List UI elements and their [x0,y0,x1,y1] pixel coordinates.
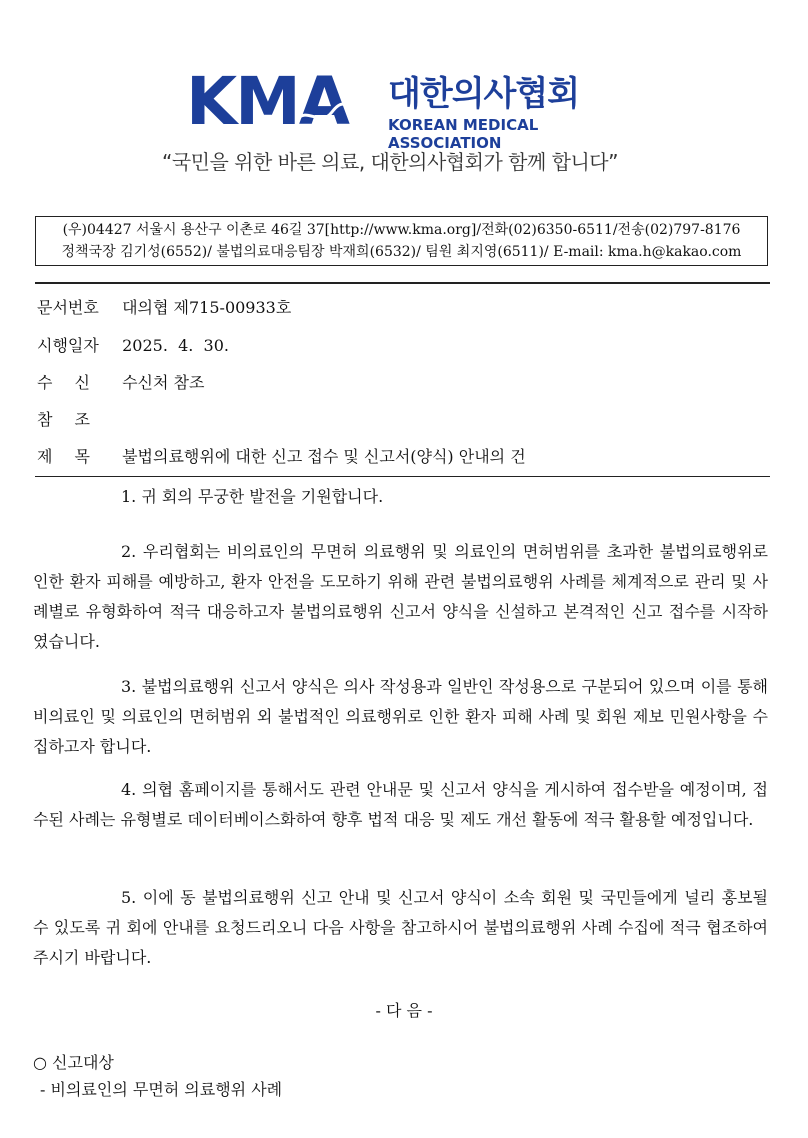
paragraph-3: 3. 불법의료행위 신고서 양식은 의사 작성용과 일반인 작성용으로 구분되어 있으며 이를 통해 비의료인 및 의료인의 면허범위 외 불법적인 의료행위로 인한 환자 피해 사례 및 회원 제보 민원사항을 수집하고자 합니다. [33,677,768,756]
meta-reference [37,407,117,430]
paragraph-1: 1. 귀 회의 무궁한 발전을 기원합니다. [121,487,384,506]
org-name-ko: 대한의사협회 [388,74,580,114]
doc-no-label: 문서번호 [37,298,99,317]
date-value: 2025. 4. 30. [122,336,229,355]
contact-box [35,216,768,266]
following-marker: - 다 음 - [375,1001,433,1020]
kma-logo [186,63,626,152]
target-heading: ○ 신고대상 [33,1053,114,1072]
paragraph-5: 5. 이에 동 불법의료행위 신고 안내 및 신고서 양식이 소속 회원 및 국민들에게 널리 홍보될 수 있도록 귀 회에 안내를 요청드리오니 다음 사항을 참고하시어 불법의료행위 사례 수집에 적극 협조하여 주시기 바랍니다. [33,888,768,967]
reference-label: 참조 [37,410,112,429]
paragraph-4: 4. 의협 홈페이지를 통해서도 관련 안내문 및 신고서 양식을 게시하여 접수받을 예정이며, 접수된 사례는 유형별로 데이터베이스화하여 향후 법적 대응 및 제도 개선 활동에 적극 활용할 예정입니다. [33,780,768,829]
divider-subject [35,476,770,477]
divider-top [35,282,770,284]
recipient-label: 수신 [37,373,112,392]
logo-wave-icon [294,102,354,128]
subject-value: 불법의료행위에 대한 신고 접수 및 신고서(양식) 안내의 건 [122,447,526,466]
slogan: “국민을 위한 바른 의료, 대한의사협회가 함께 합니다” [162,150,618,174]
date-label: 시행일자 [37,336,99,355]
contact-line-2: 정책국장 김기성(6552)/ 불법의료대응팀장 박재희(6532)/ 팀원 최지영(6511)/ E-mail: kma.h@kakao.com [61,244,742,260]
meta-date [37,333,229,356]
subject-label: 제목 [37,447,112,466]
kma-logo-letters: KMA [186,63,348,140]
recipient-value: 수신처 참조 [122,373,205,392]
target-item-1: - 비의료인의 무면허 의료행위 사례 [40,1080,283,1099]
meta-subject [37,444,526,467]
doc-no-value: 대의협 제715-00933호 [122,298,292,317]
meta-doc-no [37,295,291,318]
paragraph-2: 2. 우리협회는 비의료인의 무면허 의료행위 및 의료인의 면허범위를 초과한 불법의료행위로 인한 환자 피해를 예방하고, 환자 안전을 도모하기 위해 관련 불법의료행위 사례를 체계적으로 관리 및 사례별로 유형화하여 적극 대응하고자 불법의료행위 신고서 양식을 신설하고 본격적인 신고 접수를 시작하였습니다. [33,542,768,651]
org-name-en: KOREAN MEDICAL ASSOCIATION [388,116,539,152]
meta-recipient [37,370,204,393]
contact-line-1: (우)04427 서울시 용산구 이촌로 46길 37[http://www.kma.org]/전화(02)6350-6511/전송(02)797-8176 [62,222,741,238]
